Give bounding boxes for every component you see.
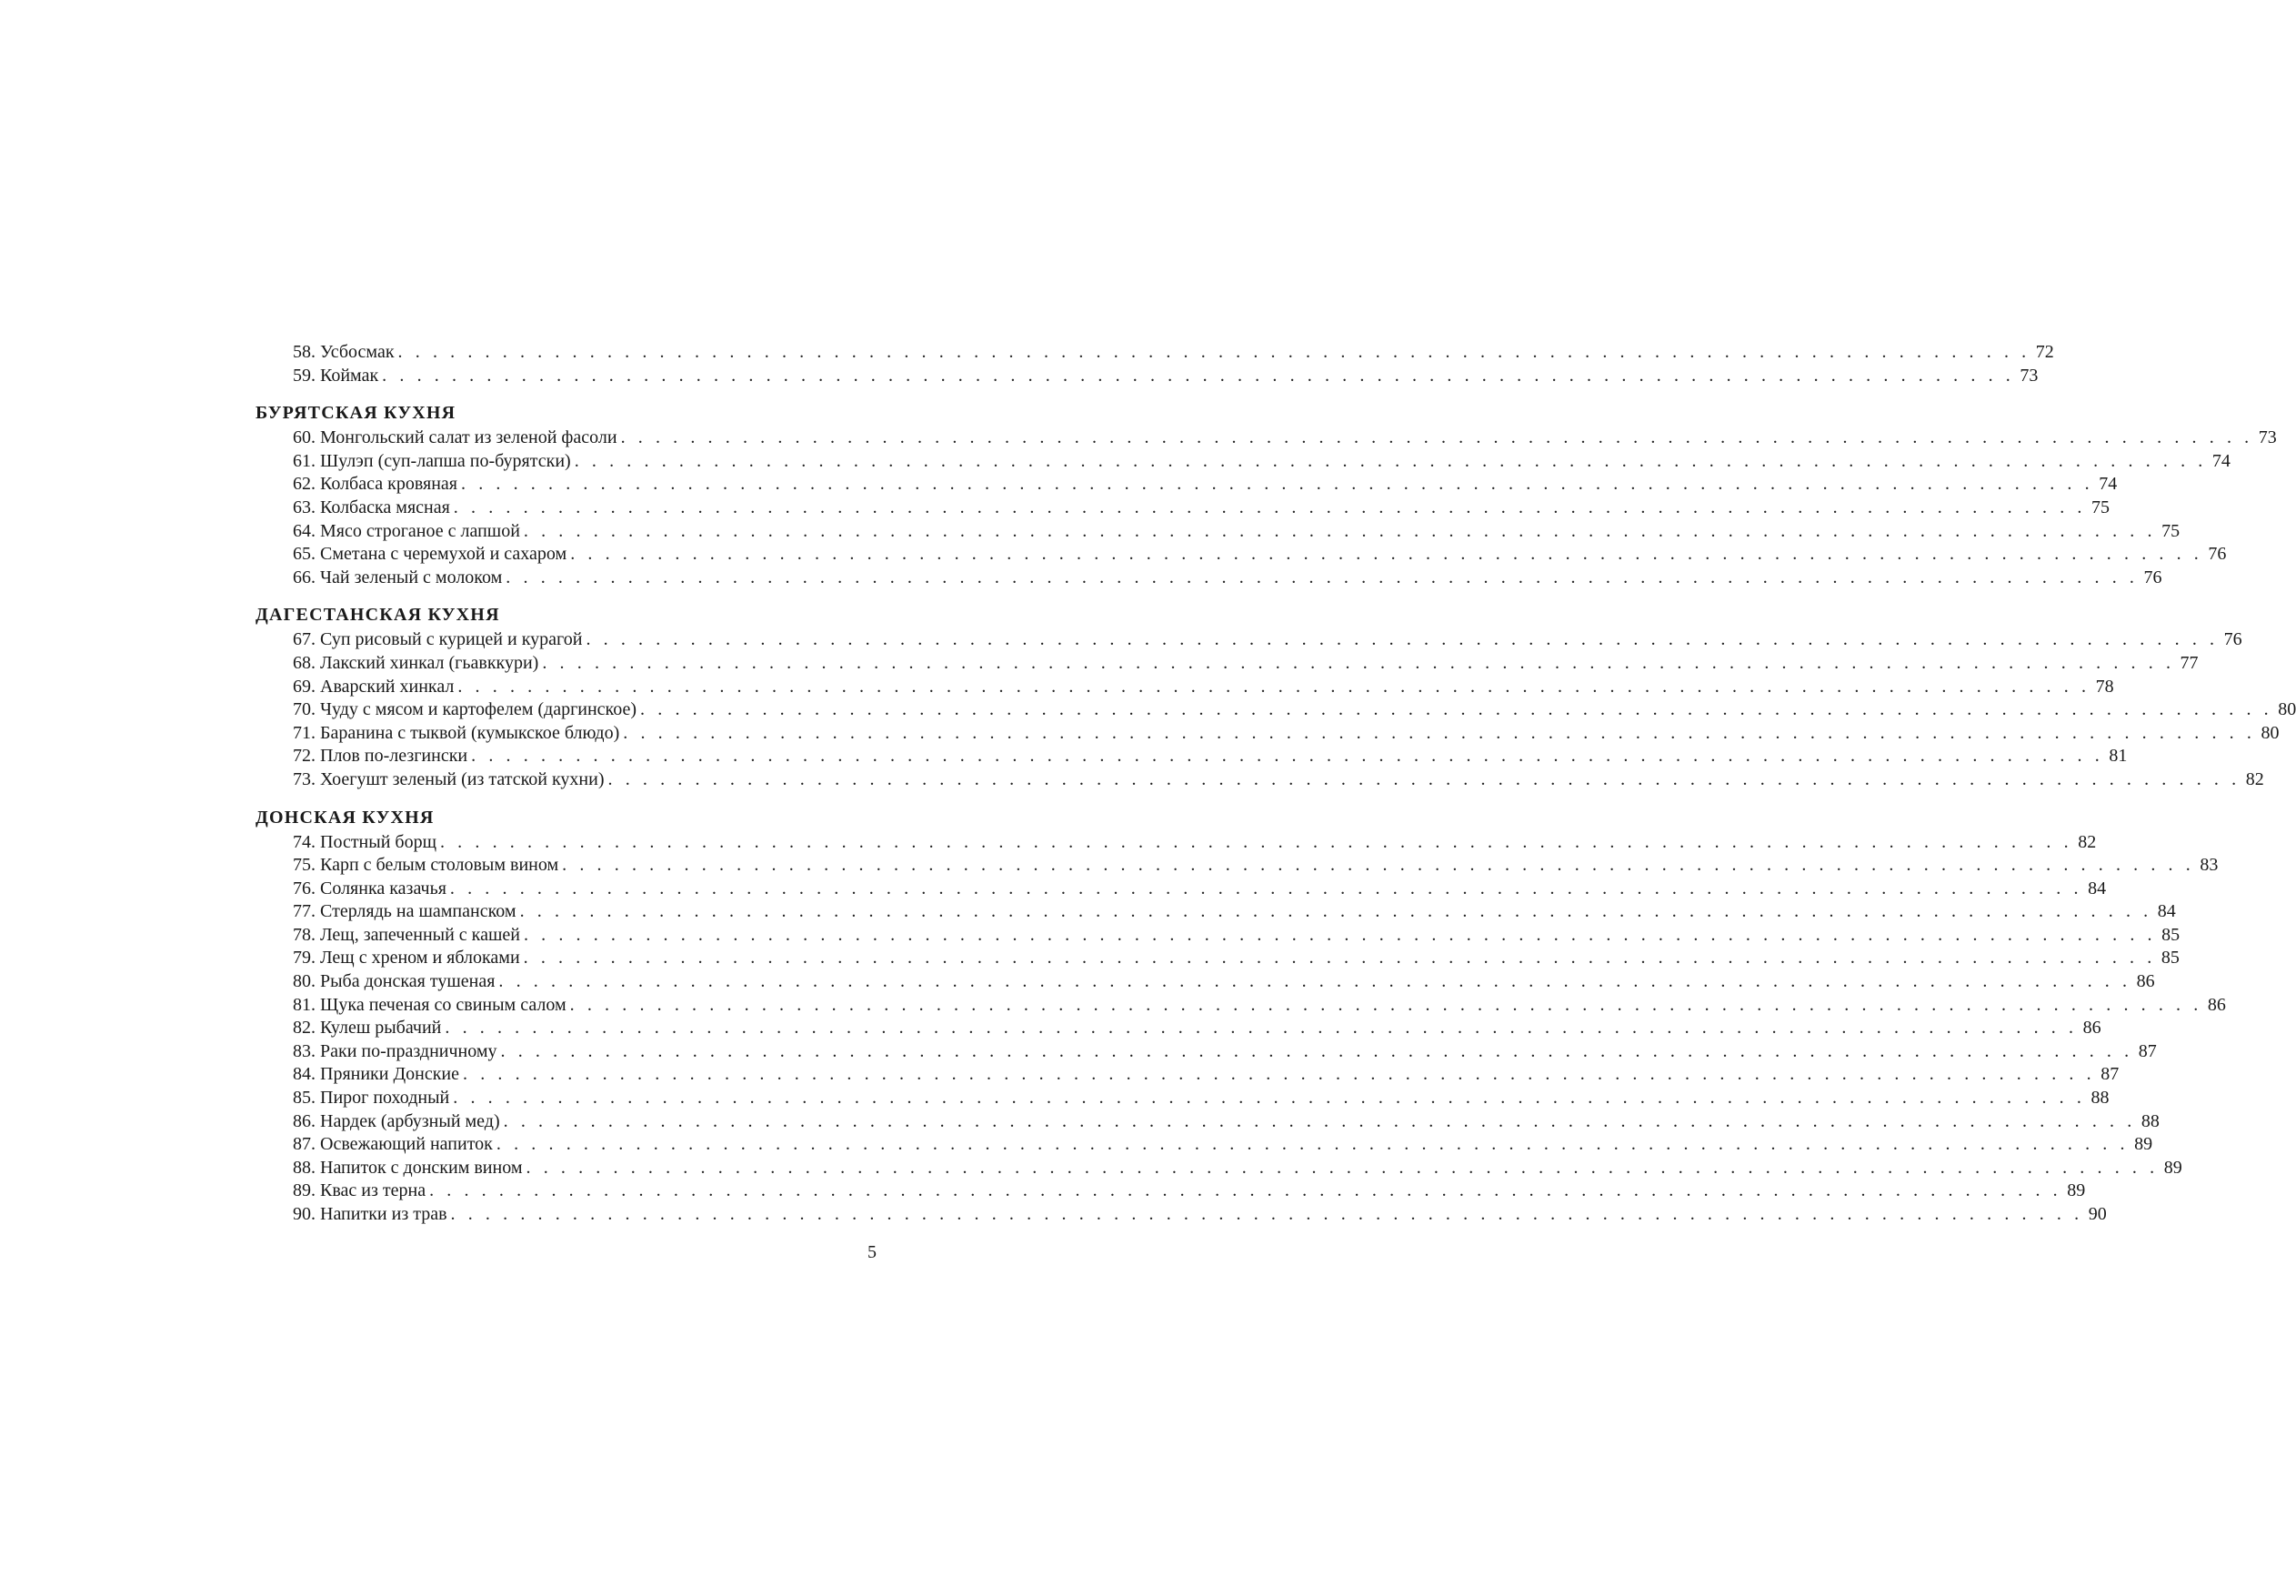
entry-page-number: 75 bbox=[2161, 520, 2181, 541]
toc-entry[interactable] bbox=[256, 745, 2128, 768]
entry-title: Лещ с хреном и яблоками bbox=[320, 948, 520, 969]
entry-page-number: 75 bbox=[2091, 497, 2110, 517]
toc-entry[interactable] bbox=[256, 1087, 2110, 1110]
entry-title: Нардек (арбузный мед) bbox=[320, 1110, 500, 1131]
entry-page-number: 88 bbox=[2141, 1110, 2160, 1131]
entry-page-number: 84 bbox=[2088, 878, 2107, 898]
toc-entry[interactable] bbox=[256, 1017, 2101, 1040]
toc-entry[interactable] bbox=[256, 652, 2199, 676]
entry-title: Лещ, запеченный с кашей bbox=[320, 924, 520, 945]
entry-title: Коймак bbox=[320, 365, 379, 386]
entry-number: 65. bbox=[293, 544, 316, 565]
entry-number: 72. bbox=[293, 746, 316, 767]
dot-leader: . . . . . . . . . . . . . . . . . . . . . . . . . . . . . . . . . . . . . . . . . . . . . . . . . . . . . . . . . . . . . . . . . . . . . . . . . . . . . . . . . . . . . . . . . . . . . . bbox=[503, 1110, 2136, 1131]
page-number: 5 bbox=[867, 1242, 877, 1262]
entry-title: Чай зеленый с молоком bbox=[320, 567, 503, 587]
dot-leader: . . . . . . . . . . . . . . . . . . . . . . . . . . . . . . . . . . . . . . . . . . . . . . . . . . . . . . . . . . . . . . . . . . . . . . . . . . . . . . . . . . . . . . . . . . . . . . bbox=[586, 629, 2219, 650]
entry-page-number: 81 bbox=[2109, 746, 2128, 767]
entry-number: 85. bbox=[293, 1088, 316, 1109]
entry-title: Раки по-праздничному bbox=[320, 1040, 497, 1061]
dot-leader: . . . . . . . . . . . . . . . . . . . . . . . . . . . . . . . . . . . . . . . . . . . . . . . . . . . . . . . . . . . . . . . . . . . . . . . . . . . . . . . . . . . . . . . . . . . . . . bbox=[523, 924, 2157, 945]
entry-title: Суп рисовый с курицей и курагой bbox=[320, 629, 583, 650]
dot-leader: . . . . . . . . . . . . . . . . . . . . . . . . . . . . . . . . . . . . . . . . . . . . . . . . . . . . . . . . . . . . . . . . . . . . . . . . . . . . . . . . . . . . . . . . . . . . . . bbox=[382, 365, 2015, 386]
toc-entry[interactable] bbox=[256, 1110, 2160, 1134]
entry-title: Шулэп (суп-лапша по-бурятски) bbox=[320, 450, 571, 471]
entry-title: Напитки из трав bbox=[320, 1204, 447, 1224]
toc-entry[interactable] bbox=[256, 947, 2180, 970]
dot-leader: . . . . . . . . . . . . . . . . . . . . . . . . . . . . . . . . . . . . . . . . . . . . . . . . . . . . . . . . . . . . . . . . . . . . . . . . . . . . . . . . . . . . . . . . . . . . . . bbox=[607, 768, 2241, 789]
entry-title: Колбаска мясная bbox=[320, 497, 450, 517]
entry-number: 80. bbox=[293, 971, 316, 992]
toc-entry[interactable] bbox=[256, 497, 2110, 520]
entry-number: 68. bbox=[293, 652, 316, 673]
entry-title: Колбаса кровяная bbox=[320, 474, 457, 495]
entry-number: 66. bbox=[293, 567, 316, 587]
toc-entry[interactable] bbox=[256, 1179, 2086, 1203]
entry-title: Солянка казачья bbox=[320, 878, 446, 898]
entry-number: 79. bbox=[293, 948, 316, 969]
dot-leader: . . . . . . . . . . . . . . . . . . . . . . . . . . . . . . . . . . . . . . . . . . . . . . . . . . . . . . . . . . . . . . . . . . . . . . . . . . . . . . . . . . . . . . . . . . . . . . bbox=[620, 427, 2253, 448]
entry-title: Монгольский салат из зеленой фасоли bbox=[320, 427, 617, 448]
entry-page-number: 87 bbox=[2100, 1064, 2120, 1085]
entry-page-number: 72 bbox=[2035, 342, 2054, 362]
entry-number: 81. bbox=[293, 994, 316, 1015]
dot-leader: . . . . . . . . . . . . . . . . . . . . . . . . . . . . . . . . . . . . . . . . . . . . . . . . . . . . . . . . . . . . . . . . . . . . . . . . . . . . . . . . . . . . . . . . . . . . . . bbox=[570, 544, 2203, 565]
table-of-contents bbox=[256, 341, 2296, 1227]
entry-number: 69. bbox=[293, 676, 316, 697]
toc-section bbox=[256, 341, 2054, 387]
entry-title: Карп с белым столовым вином bbox=[320, 855, 559, 876]
entry-number: 74. bbox=[293, 831, 316, 852]
dot-leader: . . . . . . . . . . . . . . . . . . . . . . . . . . . . . . . . . . . . . . . . . . . . . . . . . . . . . . . . . . . . . . . . . . . . . . . . . . . . . . . . . . . . . . . . . . . . . . bbox=[623, 722, 2256, 743]
toc-entry[interactable] bbox=[256, 520, 2181, 544]
toc-entry[interactable] bbox=[256, 473, 2118, 497]
entry-title: Баранина с тыквой (кумыкское блюдо) bbox=[320, 722, 620, 743]
entry-number: 59. bbox=[293, 365, 316, 386]
entry-title: Квас из терна bbox=[320, 1180, 426, 1201]
entry-number: 77. bbox=[293, 901, 316, 922]
section-heading: ДОНСКАЯ КУХНЯ bbox=[256, 807, 435, 828]
toc-entry[interactable] bbox=[256, 854, 2219, 878]
toc-entry[interactable] bbox=[256, 878, 2107, 901]
toc-entry[interactable] bbox=[256, 831, 2097, 855]
entry-title: Напиток с донским вином bbox=[320, 1157, 523, 1178]
dot-leader: . . . . . . . . . . . . . . . . . . . . . . . . . . . . . . . . . . . . . . . . . . . . . . . . . . . . . . . . . . . . . . . . . . . . . . . . . . . . . . . . . . . . . . . . . . . . . . bbox=[506, 567, 2139, 587]
toc-entry[interactable] bbox=[256, 567, 2162, 590]
dot-leader: . . . . . . . . . . . . . . . . . . . . . . . . . . . . . . . . . . . . . . . . . . . . . . . . . . . . . . . . . . . . . . . . . . . . . . . . . . . . . . . . . . . . . . . . . . . . . . bbox=[500, 1040, 2133, 1061]
entry-title: Чуду с мясом и картофелем (даргинское) bbox=[320, 699, 637, 720]
entry-number: 67. bbox=[293, 629, 316, 650]
toc-entry[interactable] bbox=[256, 722, 2280, 746]
entry-page-number: 74 bbox=[2211, 450, 2231, 471]
dot-leader: . . . . . . . . . . . . . . . . . . . . . . . . . . . . . . . . . . . . . . . . . . . . . . . . . . . . . . . . . . . . . . . . . . . . . . . . . . . . . . . . . . . . . . . . . . . . . . bbox=[562, 855, 2195, 876]
entry-title: Сметана с черемухой и сахаром bbox=[320, 544, 567, 565]
entry-title: Хоегушт зеленый (из татской кухни) bbox=[320, 768, 605, 789]
entry-page-number: 90 bbox=[2088, 1204, 2107, 1224]
entry-page-number: 80 bbox=[2278, 699, 2296, 720]
toc-entry[interactable] bbox=[256, 450, 2231, 474]
entry-number: 58. bbox=[293, 342, 316, 362]
dot-leader: . . . . . . . . . . . . . . . . . . . . . . . . . . . . . . . . . . . . . . . . . . . . . . . . . . . . . . . . . . . . . . . . . . . . . . . . . . . . . . . . . . . . . . . . . . . . . . bbox=[519, 901, 2152, 922]
dot-leader: . . . . . . . . . . . . . . . . . . . . . . . . . . . . . . . . . . . . . . . . . . . . . . . . . . . . . . . . . . . . . . . . . . . . . . . . . . . . . . . . . . . . . . . . . . . . . . bbox=[453, 1088, 2086, 1109]
entry-title: Аварский хинкал bbox=[320, 676, 455, 697]
toc-entry[interactable] bbox=[256, 365, 2039, 388]
entry-number: 63. bbox=[293, 497, 316, 517]
entry-page-number: 86 bbox=[2082, 1018, 2101, 1039]
entry-page-number: 84 bbox=[2157, 901, 2176, 922]
toc-section bbox=[256, 804, 2226, 1227]
entry-number: 90. bbox=[293, 1204, 316, 1224]
toc-entry[interactable] bbox=[256, 676, 2114, 699]
section-heading: ДАГЕСТАНСКАЯ КУХНЯ bbox=[256, 605, 500, 626]
dot-leader: . . . . . . . . . . . . . . . . . . . . . . . . . . . . . . . . . . . . . . . . . . . . . . . . . . . . . . . . . . . . . . . . . . . . . . . . . . . . . . . . . . . . . . . . . . . . . . bbox=[574, 450, 2207, 471]
toc-entry[interactable] bbox=[256, 1063, 2120, 1087]
dot-leader: . . . . . . . . . . . . . . . . . . . . . . . . . . . . . . . . . . . . . . . . . . . . . . . . . . . . . . . . . . . . . . . . . . . . . . . . . . . . . . . . . . . . . . . . . . . . . . bbox=[496, 1134, 2130, 1155]
entry-title: Кулеш рыбачий bbox=[320, 1018, 442, 1039]
toc-entry[interactable] bbox=[256, 1203, 2107, 1227]
entry-title: Усбосмак bbox=[320, 342, 395, 362]
entry-title: Освежающий напиток bbox=[320, 1134, 493, 1155]
entry-page-number: 82 bbox=[2078, 831, 2097, 852]
entry-page-number: 78 bbox=[2095, 676, 2114, 697]
entry-page-number: 82 bbox=[2245, 768, 2264, 789]
toc-section bbox=[256, 399, 2277, 589]
toc-entry[interactable] bbox=[256, 341, 2054, 365]
toc-entry[interactable] bbox=[256, 698, 2296, 722]
entry-number: 70. bbox=[293, 699, 316, 720]
entry-page-number: 89 bbox=[2163, 1157, 2182, 1178]
entry-number: 89. bbox=[293, 1180, 316, 1201]
entry-number: 61. bbox=[293, 450, 316, 471]
entry-title: Стерлядь на шампанском bbox=[320, 901, 516, 922]
toc-entry[interactable] bbox=[256, 994, 2226, 1018]
entry-page-number: 74 bbox=[2099, 474, 2118, 495]
dot-leader: . . . . . . . . . . . . . . . . . . . . . . . . . . . . . . . . . . . . . . . . . . . . . . . . . . . . . . . . . . . . . . . . . . . . . . . . . . . . . . . . . . . . . . . . . . . . . . bbox=[523, 520, 2157, 541]
entry-number: 82. bbox=[293, 1018, 316, 1039]
entry-page-number: 85 bbox=[2161, 924, 2181, 945]
entry-title: Щука печеная со свиным салом bbox=[320, 994, 566, 1015]
dot-leader: . . . . . . . . . . . . . . . . . . . . . . . . . . . . . . . . . . . . . . . . . . . . . . . . . . . . . . . . . . . . . . . . . . . . . . . . . . . . . . . . . . . . . . . . . . . . . . bbox=[445, 1018, 2078, 1039]
entry-number: 78. bbox=[293, 924, 316, 945]
entry-page-number: 85 bbox=[2161, 948, 2180, 969]
dot-leader: . . . . . . . . . . . . . . . . . . . . . . . . . . . . . . . . . . . . . . . . . . . . . . . . . . . . . . . . . . . . . . . . . . . . . . . . . . . . . . . . . . . . . . . . . . . . . . bbox=[471, 746, 2104, 767]
entry-number: 73. bbox=[293, 768, 316, 789]
entry-page-number: 80 bbox=[2261, 722, 2280, 743]
entry-number: 76. bbox=[293, 878, 316, 898]
entry-number: 62. bbox=[293, 474, 316, 495]
dot-leader: . . . . . . . . . . . . . . . . . . . . . . . . . . . . . . . . . . . . . . . . . . . . . . . . . . . . . . . . . . . . . . . . . . . . . . . . . . . . . . . . . . . . . . . . . . . . . . bbox=[526, 1157, 2159, 1178]
entry-number: 60. bbox=[293, 427, 316, 448]
dot-leader: . . . . . . . . . . . . . . . . . . . . . . . . . . . . . . . . . . . . . . . . . . . . . . . . . . . . . . . . . . . . . . . . . . . . . . . . . . . . . . . . . . . . . . . . . . . . . . bbox=[640, 699, 2273, 720]
dot-leader: . . . . . . . . . . . . . . . . . . . . . . . . . . . . . . . . . . . . . . . . . . . . . . . . . . . . . . . . . . . . . . . . . . . . . . . . . . . . . . . . . . . . . . . . . . . . . . bbox=[449, 878, 2083, 898]
entry-title: Пирог походный bbox=[320, 1088, 450, 1109]
entry-number: 88. bbox=[293, 1157, 316, 1178]
entry-title: Рыба донская тушеная bbox=[320, 971, 496, 992]
entry-title: Мясо строганое с лапшой bbox=[320, 520, 520, 541]
toc-entry[interactable] bbox=[256, 628, 2242, 652]
dot-leader: . . . . . . . . . . . . . . . . . . . . . . . . . . . . . . . . . . . . . . . . . . . . . . . . . . . . . . . . . . . . . . . . . . . . . . . . . . . . . . . . . . . . . . . . . . . . . . bbox=[542, 652, 2175, 673]
dot-leader: . . . . . . . . . . . . . . . . . . . . . . . . . . . . . . . . . . . . . . . . . . . . . . . . . . . . . . . . . . . . . . . . . . . . . . . . . . . . . . . . . . . . . . . . . . . . . . bbox=[463, 1064, 2096, 1085]
dot-leader: . . . . . . . . . . . . . . . . . . . . . . . . . . . . . . . . . . . . . . . . . . . . . . . . . . . . . . . . . . . . . . . . . . . . . . . . . . . . . . . . . . . . . . . . . . . . . . bbox=[429, 1180, 2062, 1201]
entry-page-number: 86 bbox=[2207, 994, 2226, 1015]
entry-page-number: 73 bbox=[2020, 365, 2039, 386]
entry-title: Плов по-лезгински bbox=[320, 746, 468, 767]
entry-page-number: 76 bbox=[2223, 629, 2242, 650]
entry-title: Постный борщ bbox=[320, 831, 436, 852]
entry-page-number: 89 bbox=[2067, 1180, 2086, 1201]
toc-section bbox=[256, 601, 2296, 791]
toc-entry[interactable] bbox=[256, 900, 2176, 924]
toc-entry[interactable] bbox=[256, 924, 2181, 948]
dot-leader: . . . . . . . . . . . . . . . . . . . . . . . . . . . . . . . . . . . . . . . . . . . . . . . . . . . . . . . . . . . . . . . . . . . . . . . . . . . . . . . . . . . . . . . . . . . . . . bbox=[450, 1204, 2083, 1224]
dot-leader: . . . . . . . . . . . . . . . . . . . . . . . . . . . . . . . . . . . . . . . . . . . . . . . . . . . . . . . . . . . . . . . . . . . . . . . . . . . . . . . . . . . . . . . . . . . . . . bbox=[569, 994, 2202, 1015]
entry-number: 87. bbox=[293, 1134, 316, 1155]
dot-leader: . . . . . . . . . . . . . . . . . . . . . . . . . . . . . . . . . . . . . . . . . . . . . . . . . . . . . . . . . . . . . . . . . . . . . . . . . . . . . . . . . . . . . . . . . . . . . . bbox=[461, 474, 2094, 495]
entry-page-number: 86 bbox=[2136, 971, 2155, 992]
toc-entry[interactable] bbox=[256, 768, 2264, 792]
entry-title: Лакский хинкал (гьавккури) bbox=[320, 652, 539, 673]
toc-entry[interactable] bbox=[256, 543, 2227, 567]
toc-entry[interactable] bbox=[256, 1157, 2182, 1180]
section-heading: БУРЯТСКАЯ КУХНЯ bbox=[256, 403, 456, 424]
entry-number: 84. bbox=[293, 1064, 316, 1085]
entry-number: 71. bbox=[293, 722, 316, 743]
entry-number: 86. bbox=[293, 1110, 316, 1131]
entry-number: 75. bbox=[293, 855, 316, 876]
entry-page-number: 73 bbox=[2258, 427, 2277, 448]
dot-leader: . . . . . . . . . . . . . . . . . . . . . . . . . . . . . . . . . . . . . . . . . . . . . . . . . . . . . . . . . . . . . . . . . . . . . . . . . . . . . . . . . . . . . . . . . . . . . . bbox=[523, 948, 2156, 969]
dot-leader: . . . . . . . . . . . . . . . . . . . . . . . . . . . . . . . . . . . . . . . . . . . . . . . . . . . . . . . . . . . . . . . . . . . . . . . . . . . . . . . . . . . . . . . . . . . . . . bbox=[397, 342, 2030, 362]
entry-title: Пряники Донские bbox=[320, 1064, 459, 1085]
entry-page-number: 83 bbox=[2200, 855, 2219, 876]
toc-entry[interactable] bbox=[256, 1040, 2157, 1064]
dot-leader: . . . . . . . . . . . . . . . . . . . . . . . . . . . . . . . . . . . . . . . . . . . . . . . . . . . . . . . . . . . . . . . . . . . . . . . . . . . . . . . . . . . . . . . . . . . . . . bbox=[457, 676, 2090, 697]
dot-leader: . . . . . . . . . . . . . . . . . . . . . . . . . . . . . . . . . . . . . . . . . . . . . . . . . . . . . . . . . . . . . . . . . . . . . . . . . . . . . . . . . . . . . . . . . . . . . . bbox=[498, 971, 2131, 992]
entry-number: 64. bbox=[293, 520, 316, 541]
entry-page-number: 76 bbox=[2143, 567, 2162, 587]
entry-page-number: 76 bbox=[2208, 544, 2227, 565]
entry-number: 83. bbox=[293, 1040, 316, 1061]
entry-page-number: 87 bbox=[2138, 1040, 2157, 1061]
dot-leader: . . . . . . . . . . . . . . . . . . . . . . . . . . . . . . . . . . . . . . . . . . . . . . . . . . . . . . . . . . . . . . . . . . . . . . . . . . . . . . . . . . . . . . . . . . . . . . bbox=[453, 497, 2086, 517]
entry-page-number: 77 bbox=[2180, 652, 2199, 673]
dot-leader: . . . . . . . . . . . . . . . . . . . . . . . . . . . . . . . . . . . . . . . . . . . . . . . . . . . . . . . . . . . . . . . . . . . . . . . . . . . . . . . . . . . . . . . . . . . . . . bbox=[439, 831, 2073, 852]
entry-page-number: 88 bbox=[2090, 1088, 2110, 1109]
toc-entry[interactable] bbox=[256, 427, 2277, 450]
toc-entry[interactable] bbox=[256, 1133, 2153, 1157]
entry-page-number: 89 bbox=[2134, 1134, 2153, 1155]
toc-entry[interactable] bbox=[256, 970, 2155, 994]
